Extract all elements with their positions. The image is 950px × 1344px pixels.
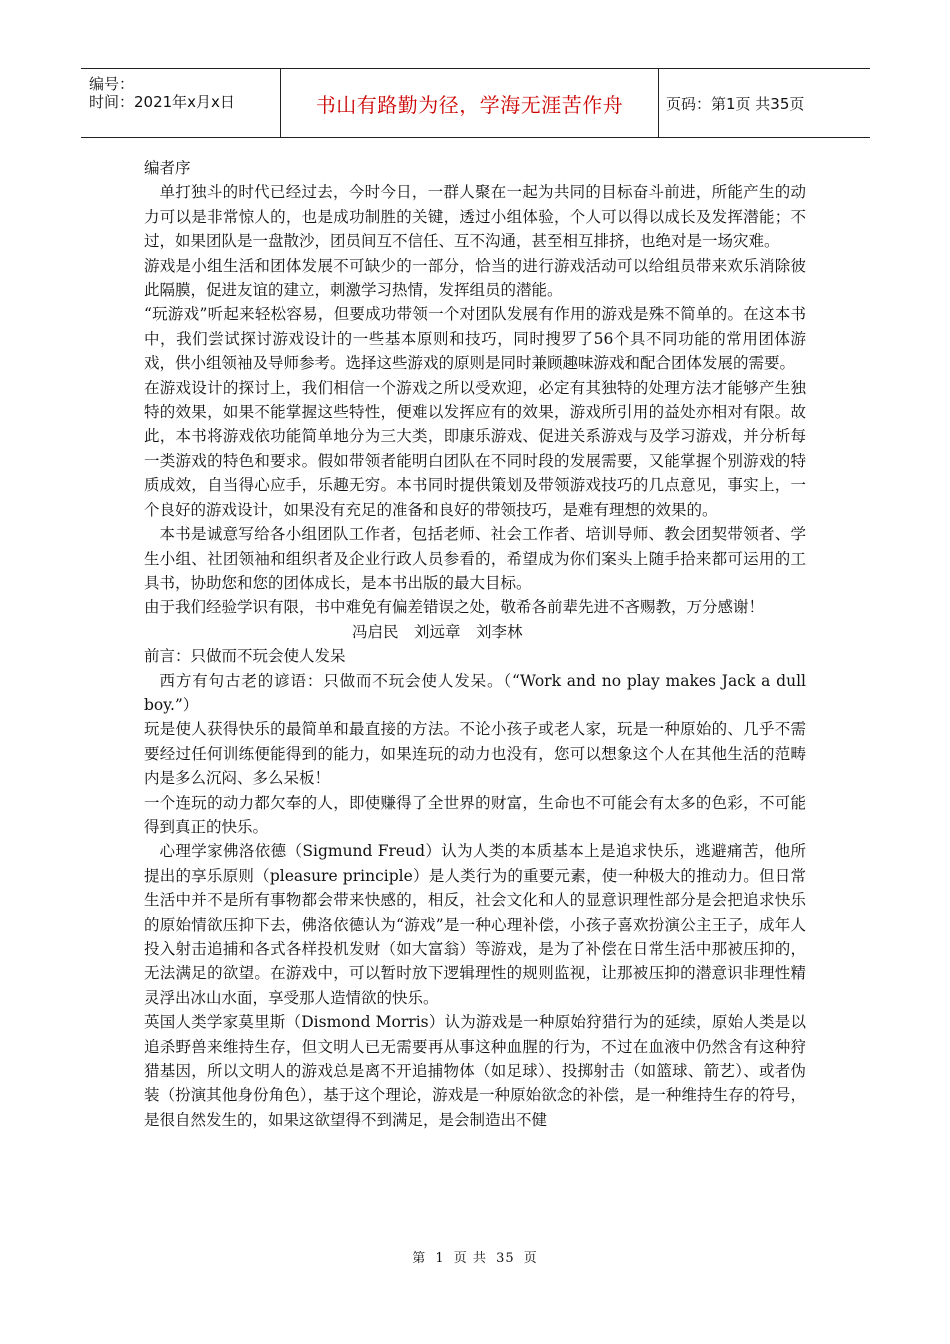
body-paragraph: 由于我们经验学识有限，书中难免有偏差错误之处，敬希各前辈先进不吝赐教，万分感谢！: [144, 598, 765, 617]
document-body: [144, 156, 806, 1132]
footer-prefix: 第: [412, 1251, 427, 1266]
footer-mid: 页 共: [453, 1251, 487, 1266]
page-footer: [0, 1247, 950, 1266]
body-paragraph: 单打独斗的时代已经过去，今时今日，一群人聚在一起为共同的目标奋斗前进，所能产生的动力可以是非常惊人的，也是成功制胜的关键，透过小组体验，个人可以得以成长及发挥潜能；不过，如果团队是一盘散沙，团员间互不信任、互不沟通，甚至相互排挤，也绝对是一场灾难。: [144, 183, 806, 251]
footer-suffix: 页: [523, 1251, 538, 1266]
document-number-label: 编号：: [89, 75, 135, 93]
body-paragraph: 游戏是小组生活和团体发展不可缺少的一部分，恰当的进行游戏活动可以给组员带来欢乐消除彼此隔膜，促进友谊的建立，刺激学习热情，发挥组员的潜能。: [144, 256, 806, 300]
document-date-label: 时间：2021年x月x日: [89, 93, 235, 111]
body-paragraph: 英国人类学家莫里斯（Dismond Morris）认为游戏是一种原始狩猎行为的延续，原始人类是以追杀野兽来维持生存，但文明人已无需要再从事这种血腥的行为，不过在血液中仍然含有这种狩猎基因，所以文明人的游戏总是离不开追捕物体（如足球）、投掷射击（如篮球、箭艺）、或者伪装（扮演其他身份角色），基于这个理论，游戏是一种原始欲念的补偿，是一种维持生存的符号，是很自然发生的，如果这欲望得不到满足，是会制造出不健: [144, 1013, 806, 1129]
body-paragraph: 一个连玩的动力都欠奉的人，即使赚得了全世界的财富，生命也不可能会有太多的色彩，不可能得到真正的快乐。: [144, 793, 806, 836]
body-paragraph: 编者序: [144, 159, 191, 177]
body-paragraph: 心理学家佛洛依德（Sigmund Freud）认为人类的本质基本上是追求快乐，逃避痛苦，他所提出的享乐原则（pleasure principle）是人类行为的重要元素，使一种极大的推动力。但日常生活中并不是所有事物都会带来快感的，相反，社会文化和人的显意识理性部分是会把追求快乐的原始情欲压抑下去，佛洛依德认为“游戏”是一种心理补偿，小孩子喜欢扮演公主王子，成年人投入射击追捕和各式各样投机发财（如大富翁）等游戏，是为了补偿在日常生活中那被压抑的，无法满足的欲望。在游戏中，可以暂时放下逻辑理性的规则监视，让那被压抑的潜意识非理性精灵浮出冰山水面，享受那人造情欲的快乐。: [144, 842, 806, 1007]
header-motto: 书山有路勤为径，学海无涯苦作舟: [281, 69, 659, 137]
body-paragraph: 本书是诚意写给各小组团队工作者，包括老师、社会工作者、培训导师、教会团契带领者、学生小组、社团领袖和组织者及企业行政人员参看的，希望成为你们案头上随手拾来都可运用的工具书，协助您和您的团体成长，是本书出版的最大目标。: [144, 525, 806, 592]
footer-page-number: 1: [435, 1251, 445, 1266]
body-paragraph: 西方有句古老的谚语：只做而不玩会使人发呆。（“Work and no play makes Jack a dull boy.”）: [144, 671, 806, 714]
header-meta-cell: [81, 69, 281, 137]
page-header: [81, 68, 870, 138]
body-paragraph: “玩游戏”听起来轻松容易，但要成功带领一个对团队发展有作用的游戏是殊不简单的。在这本书中，我们尝试探讨游戏设计的一些基本原则和技巧，同时搜罗了56个具不同功能的常用团体游戏，供小组领袖及导师参考。选择这些游戏的原则是同时兼顾趣味游戏和配合团体发展的需要。: [144, 305, 806, 373]
header-page-info: 页码：第1页 共35页: [666, 95, 805, 113]
footer-total-pages: 35: [496, 1251, 515, 1266]
body-paragraph: 前言：只做而不玩会使人发呆: [144, 647, 346, 666]
author-signature: 冯启民 刘远章 刘李林: [352, 622, 523, 641]
body-paragraph: 在游戏设计的探讨上，我们相信一个游戏之所以受欢迎，必定有其独特的处理方法才能够产生独特的效果，如果不能掌握这些特性，便难以发挥应有的效果，游戏所引用的益处亦相对有限。故此，本书将游戏依功能简单地分为三大类，即康乐游戏、促进关系游戏与及学习游戏，并分析每一类游戏的特色和要求。假如带领者能明白团队在不同时段的发展需要，又能掌握个别游戏的特质成效，自当得心应手，乐趣无穷。本书同时提供策划及带领游戏技巧的几点意见，事实上，一个良好的游戏设计，如果没有充足的准备和良好的带领技巧，是难有理想的效果的。: [144, 378, 806, 519]
body-paragraph: 玩是使人获得快乐的最简单和最直接的方法。不论小孩子或老人家，玩是一种原始的、几乎不需要经过任何训练便能得到的能力，如果连玩的动力也没有，您可以想象这个人在其他生活的范畴内是多么沉闷、多么呆板！: [144, 720, 806, 788]
